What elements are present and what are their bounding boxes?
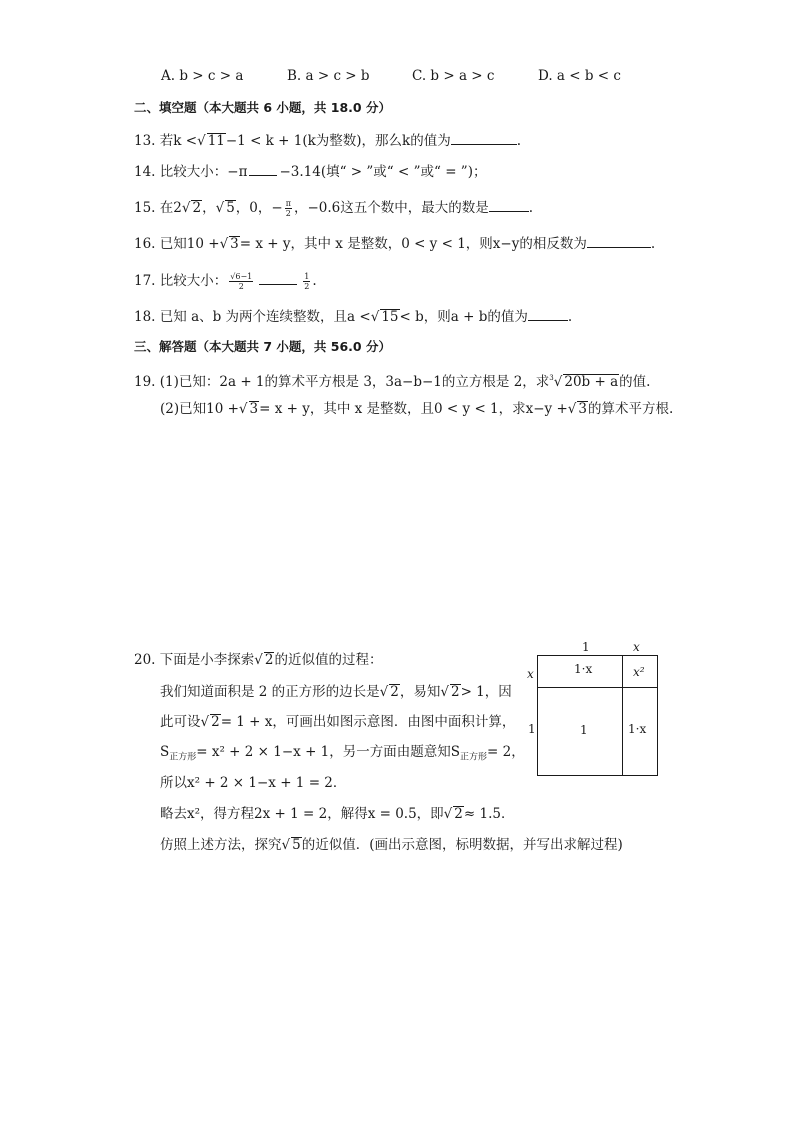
square-area-diagram [524,640,664,780]
answer-blank[interactable] [528,306,568,321]
option-c: C. b > a > c [412,68,495,84]
option-d: D. a < b < c [538,68,621,84]
question-20-line-6: 略去x²，得方程2x + 1 = 2，解得x = 0.5，即√ 2≈ 1.5． [160,806,515,822]
option-b: B. a > c > b [287,68,370,84]
vertical-divider [622,655,623,776]
left-label-1: 1 [528,722,536,736]
question-number: 16. [134,236,156,252]
cell-top-left: 1·x [574,662,593,676]
question-20-line-3: 此可设√ 2= 1 + x，可画出如图示意图．由图中面积计算， [160,714,516,730]
question-number: 19. [134,374,156,390]
question-19-part-2: (2)已知10 +√ 3= x + y，其中 x 是整数，且0 < y < 1，求x−y +√ 3的算术平方根. [160,401,674,417]
question-number: 15. [134,200,156,216]
question-number: 20. [134,652,156,668]
question-17: 17. 比较大小： $\frac{√6-1}{2}$ $\frac{1}{2}$ . [134,272,317,291]
section-heading-fill-blank: 二、填空题（本大题共 6 小题，共 18.0 分） [134,100,391,115]
question-20-line-2: 我们知道面积是 2 的正方形的边长是√ 2，易知√ 2> 1，因 [160,684,512,700]
top-label-1: 1 [582,640,590,654]
horizontal-divider [537,687,658,688]
section-heading-solutions: 三、解答题（本大题共 7 小题，共 56.0 分） [134,339,391,354]
question-20-line-4: $S_{正方形}= x^2 + 2 \times 1-x + 1$，另一方面由题意知$S_{正方形}= 2$， [160,744,525,763]
answer-blank[interactable] [259,270,297,285]
answer-blank[interactable] [249,161,277,176]
question-14: 14. 比较大小：−π −3.14(填“ > ”或“ < ”或“ = ”)； [134,161,486,182]
question-number: 14. [134,164,156,180]
answer-blank[interactable] [587,233,651,248]
question-13: 13. 若k <√ 11−1 < k + 1(k为整数)，那么k的值为 . [134,130,521,151]
answer-blank[interactable] [451,130,517,145]
question-20-line-7: 仿照上述方法，探究√ 5的近似值．(画出示意图，标明数据，并写出求解过程) [160,837,623,853]
question-20-line-1: 20. 下面是小李探索√ 2的近似值的过程： [134,652,383,668]
cell-bottom-left: 1 [580,723,588,737]
question-number: 18. [134,309,156,325]
answer-blank[interactable] [489,197,529,212]
question-number: 13. [134,133,156,149]
question-number: 17. [134,273,156,289]
option-a: A. b > c > a [161,68,244,84]
left-label-x: x [527,667,534,681]
top-label-x: x [633,640,640,654]
question-16: 16. 已知10 +√ 3= x + y，其中 x 是整数，0 < y < 1，则x−y的相反数为 . [134,233,655,254]
cell-bottom-right: 1·x [628,722,647,736]
question-19-part-1: 19. (1)已知：2a + 1的算术平方根是 3，3a−b−1的立方根是 2，求$^3$√ 20b + a的值. [134,374,651,390]
cell-top-right: x² [633,665,645,679]
question-20-line-5: 所以x² + 2 × 1−x + 1 = 2． [160,775,347,791]
question-18: 18. 已知 a、b 为两个连续整数，且a <√ 15< b，则a + b的值为 . [134,306,572,327]
question-15: 15. 在2√ 2，√ 5，0，− $\frac{\pi}{2}$ ，−0.6这五个数中，最大的数是 . [134,199,534,218]
